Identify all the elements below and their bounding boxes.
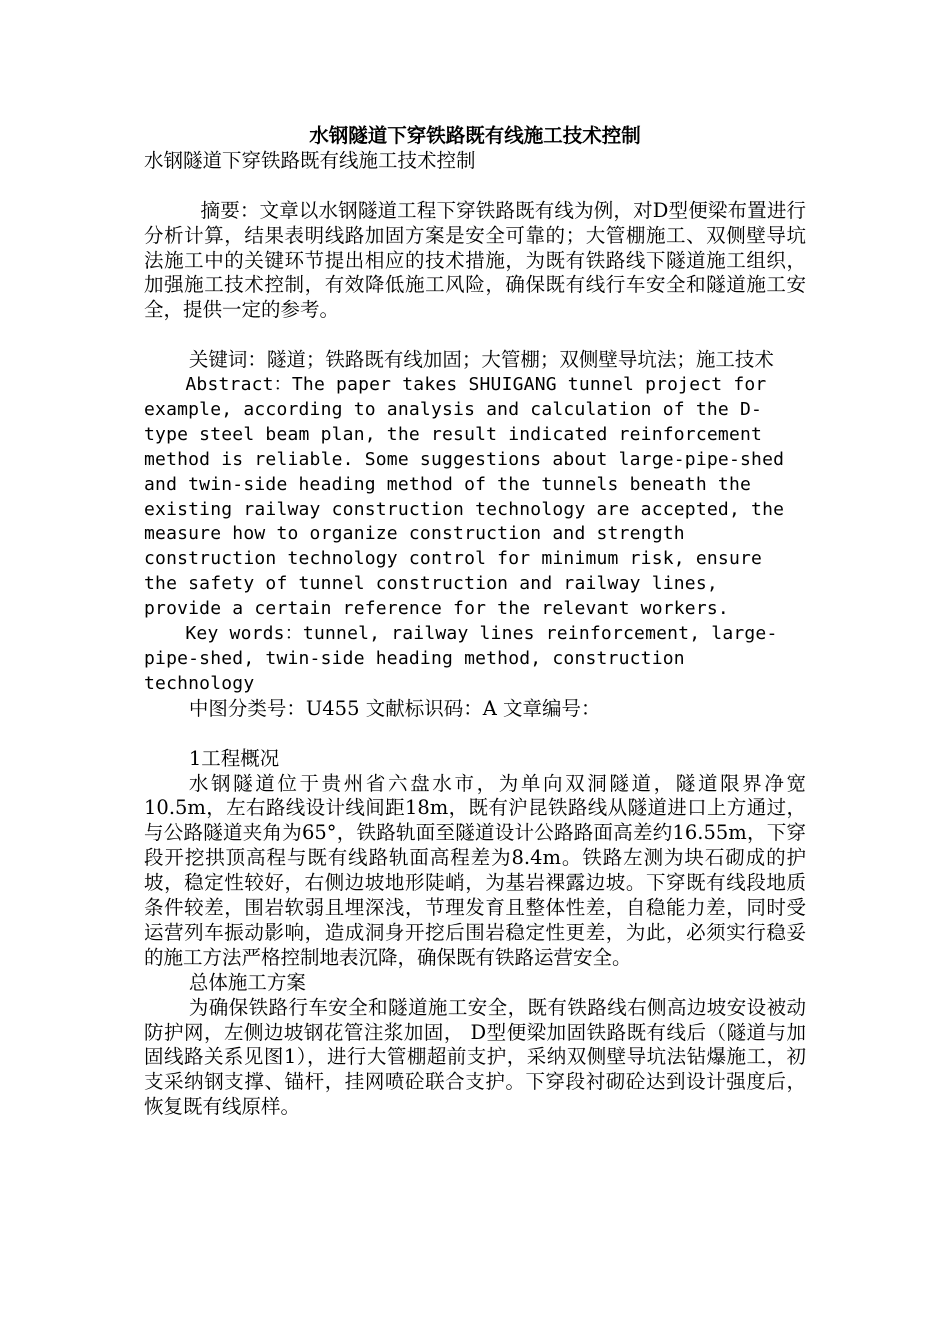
section-heading-overview: 1工程概况: [188, 746, 280, 770]
abstract-en: Abstract：The paper takes SHUIGANG tunnel project for example, according to analysis and calculation of the D-type steel beam plan, the result indicated reinforcement method is reliable. Some suggestions about large-pipe-shed and twin-side heading method of the tunnels beneath the existing railway construction technology are accepted, the measure how to organize construction and strength construction technology control for minimum risk, ensure the safety of tunnel construction and railway lines, provide a certain reference for the relevant workers.: [144, 374, 785, 620]
blank-line: [144, 174, 806, 199]
keywords-en: Key words：tunnel, railway lines reinforcement, large-pipe-shed, twin-side heading method, construction technology: [144, 623, 778, 694]
document-subtitle: 水钢隧道下穿铁路既有线施工技术控制: [144, 148, 476, 172]
section-heading-plan: 总体施工方案: [188, 970, 306, 994]
document-body: [144, 124, 806, 1120]
blank-line: [144, 323, 806, 348]
document-title: 水钢隧道下穿铁路既有线施工技术控制: [309, 124, 641, 147]
keywords-cn: 关键词：隧道；铁路既有线加固；大管棚；双侧壁导坑法；施工技术: [188, 348, 774, 372]
blank-line: [144, 722, 806, 747]
section-body-plan: 为确保铁路行车安全和隧道施工安全，既有铁路线右侧高边坡安设被动防护网，左侧边坡钢花管注浆加固， D型便梁加固铁路既有线后（隧道与加固线路关系见图1），进行大管棚超前支护，采纳双侧壁导坑法钻爆施工，初支采纳钢支撑、锚杆，挂网喷砼联合支护。下穿段衬砌砼达到设计强度后，恢复既有线原样。: [144, 995, 806, 1119]
abstract-cn: 摘要：文章以水钢隧道工程下穿铁路既有线为例，对D型便梁布置进行分析计算，结果表明线路加固方案是安全可靠的；大管棚施工、双侧壁导坑法施工中的关键环节提出相应的技术措施，为既有铁路线下隧道施工组织，加强施工技术控制，有效降低施工风险，确保既有线行车安全和隧道施工安全，提供一定的参考。: [144, 198, 806, 322]
section-body-overview: 水钢隧道位于贵州省六盘水市，为单向双洞隧道，隧道限界净宽10.5m，左右路线设计线间距18m，既有沪昆铁路线从隧道进口上方通过，与公路隧道夹角为65°，铁路轨面至隧道设计公路路面高差约16.55m，下穿段开挖拱顶高程与既有线路轨面高程差为8.4m。铁路左测为块石砌成的护坡，稳定性较好，右侧边坡地形陡峭，为基岩裸露边坡。下穿既有线段地质条件较差，围岩软弱且埋深浅，节理发育且整体性差，自稳能力差，同时受运营列车振动影响，造成洞身开挖后围岩稳定性更差，为此，必须实行稳妥的施工方法严格控制地表沉降，确保既有铁路运营安全。: [144, 771, 806, 969]
classification-line: 中图分类号：U455 文献标识码：A 文章编号：: [188, 696, 601, 720]
